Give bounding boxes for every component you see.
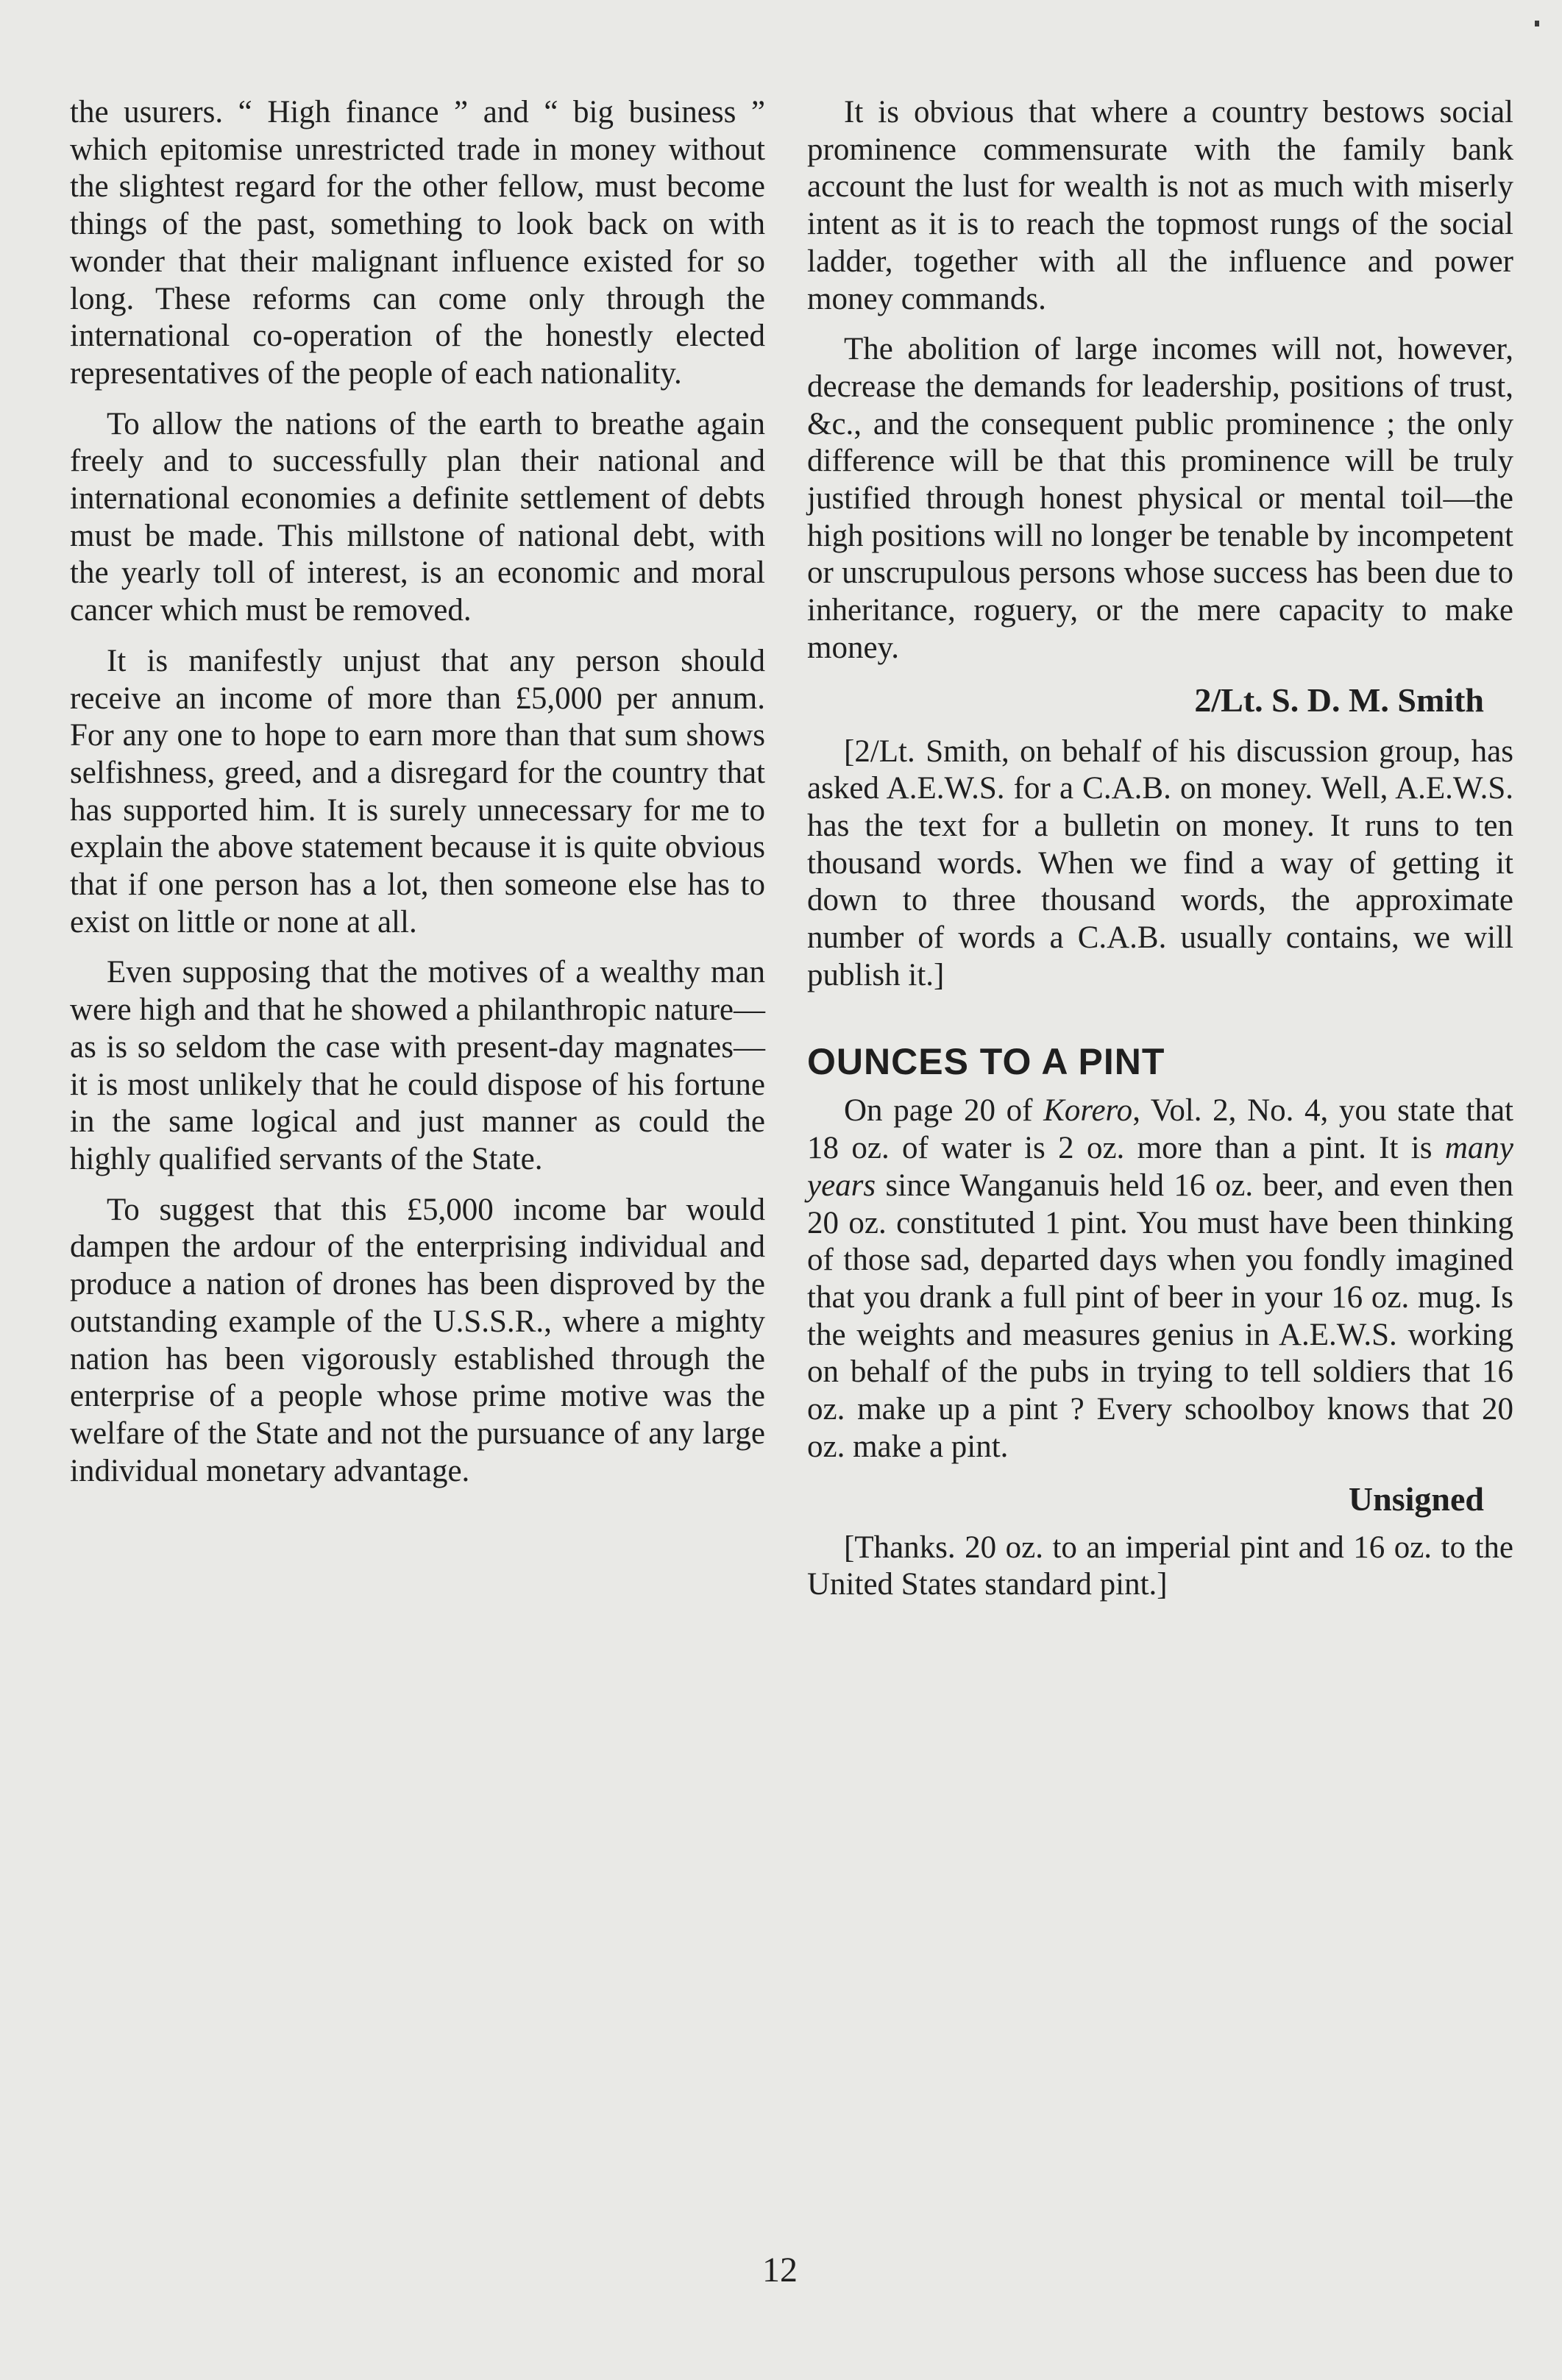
paragraph: To suggest that this £5,000 income bar would dampen the ardour of the enterprising individual and produce a nation of drones has been disproved by the outstanding example of the U.S.S.R., where a mighty nation has been vigorously established through the enterprise of a people whose prime motive was the welfare of the State and not the pursuance of any large individual monetary advantage. bbox=[70, 1192, 765, 1488]
letter-text: since Wanganuis held 16 oz. beer, and even then 20 oz. constituted 1 pint. You must have been thinking of those sad, departed days when you fondly imagined that you drank a full pint of beer in your 16 oz. mug. Is the weights and measures genius in A.E.W.S. working on behalf of the pubs in trying to tell soldiers that 16 oz. make up a pint ? Every schoolboy knows that 20 oz. make a pint. bbox=[807, 1168, 1513, 1464]
page-number: 12 bbox=[762, 2251, 798, 2290]
letter-signature: Unsigned bbox=[1348, 1479, 1484, 1518]
letter-text: On page 20 of bbox=[844, 1093, 1044, 1129]
editor-note: [Thanks. 20 oz. to an imperial pint and 16 oz. to the United States standard pint.] bbox=[807, 1530, 1513, 1602]
edge-mark bbox=[1535, 21, 1539, 26]
letter-text: , Vol. 2, No. 4, you state that 18 oz. of water is 2 oz. more than a pint. It is bbox=[807, 1093, 1513, 1166]
paragraph: The abolition of large incomes will not, however, decrease the demands for leadership, positions of trust, &c., and the consequent public prominence ; the only difference will be that this prominence will be truly justified through honest physical or mental toil—the high positions will no longer be tenable by incompetent or unscrupulous persons whose success has been due to inheritance, roguery, or the mere capacity to make money. bbox=[807, 332, 1513, 665]
letter-paragraph bbox=[807, 1093, 1513, 1466]
paragraph: It is manifestly unjust that any person should receive an income of more than £5,000 per annum. For any one to hope to earn more than that sum shows selfishness, greed, and a disregard for the country that has supported him. It is surely unnecessary for me to explain the above statement because it is quite obvious that if one person has a lot, then someone else has to exist on little or none at all. bbox=[70, 643, 765, 939]
left-column bbox=[70, 94, 765, 1503]
paragraph: Even supposing that the motives of a wealthy man were high and that he showed a philanthropic nature—as is so seldom the case with present-day magnates—it is most unlikely that he could dispose of his fortune in the same logical and just manner as could the highly qualified servants of the State. bbox=[70, 955, 765, 1176]
letter-signature: 2/Lt. S. D. M. Smith bbox=[1194, 681, 1484, 719]
emphasis-text: many years bbox=[807, 1131, 1513, 1203]
paragraph: the usurers. “ High finance ” and “ big business ” which epitomise unrestricted trade in money without the slightest regard for the other fellow, must become things of the past, something to look back on with wonder that their malignant influence existed for so long. These reforms can come only through the international co-operation of the honestly elected representatives of the people of each nationality. bbox=[70, 95, 765, 391]
paragraph: To allow the nations of the earth to breathe again freely and to successfully plan their national and international economies a definite settlement of debts must be made. This millstone of national debt, with the yearly toll of interest, is an economic and moral cancer which must be removed. bbox=[70, 406, 765, 628]
magazine-title: Korero bbox=[1043, 1093, 1133, 1129]
paragraph: It is obvious that where a country bestows social prominence commensurate with the family bank account the lust for wealth is not as much with miserly intent as it is to reach the topmost rungs of the social ladder, together with all the influence and power money commands. bbox=[807, 95, 1513, 316]
right-column bbox=[807, 94, 1513, 1617]
section-heading: OUNCES TO A PINT bbox=[807, 1041, 1165, 1083]
editor-note: [2/Lt. Smith, on behalf of his discussion group, has asked A.E.W.S. for a C.A.B. on money. Well, A.E.W.S. has the text for a bulletin on money. It runs to ten thousand words. When we find a way of getting it down to three thousand words, the approximate number of words a C.A.B. usually contains, we will publish it.] bbox=[807, 733, 1513, 992]
